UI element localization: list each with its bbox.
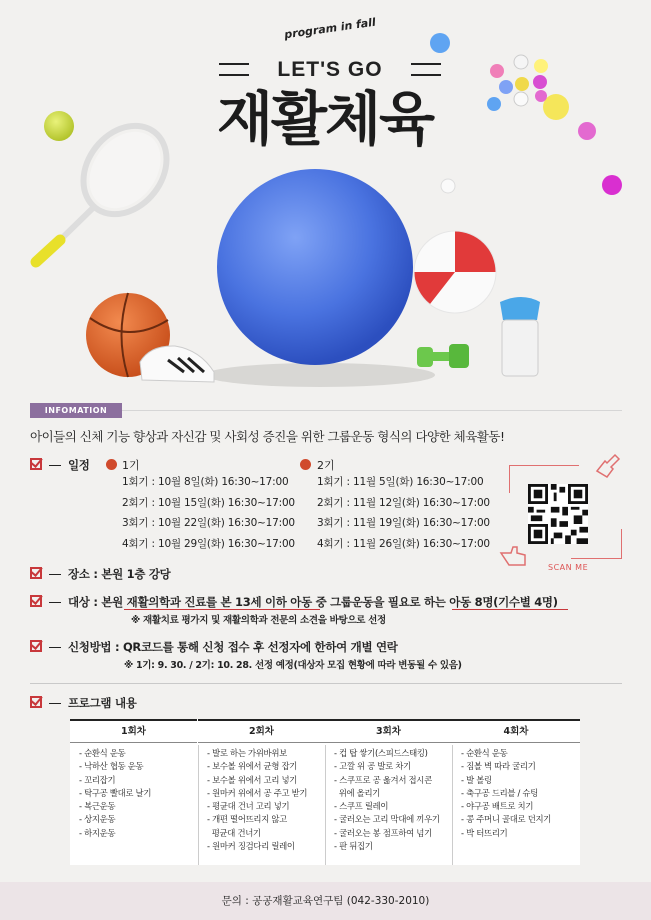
dash-icon: [49, 574, 61, 575]
column-body: [325, 743, 452, 853]
contact-footer: 문의 : 공공재활교육연구팀 (042-330-2010): [0, 882, 651, 920]
program-item: - 보수볼 위에서 균형 잡기: [207, 761, 298, 772]
target-note: ※ 재활치료 평가지 및 재활의학과 전문의 소견을 바탕으로 선정: [131, 615, 386, 626]
session-item: 1회기 : 10월 8일(화) 16:30~17:00: [122, 476, 289, 488]
program-item: - 낙하산 협동 운동: [79, 761, 144, 772]
program-item: - 평균대 건너 고리 넣기: [207, 801, 290, 812]
session-item: 2회기 : 11월 12일(화) 16:30~17:00: [317, 496, 490, 509]
program-table: [70, 719, 580, 865]
dumbbell: [417, 344, 469, 368]
shaker-bottle: [500, 297, 540, 376]
dash-icon: [49, 465, 61, 466]
session-item: 4회기 : 11월 26일(화) 16:30~17:00: [317, 538, 490, 551]
program-item: - 하지운동: [79, 827, 116, 838]
beach-ball: [414, 231, 496, 313]
floating-ball: [578, 122, 596, 140]
check-icon: [30, 567, 42, 579]
program-item: - 컵 탑 쌓기(스피드스태킹): [334, 748, 428, 758]
page-title: 재활체육: [216, 85, 434, 153]
program-item: 위에 올리기: [334, 787, 381, 798]
ball-icon: [106, 459, 117, 470]
qr-area[interactable]: [509, 459, 622, 572]
program-item: - 원마커 징검다리 릴레이: [207, 841, 295, 852]
program-item: - 원마커 위에서 공 주고 받기: [207, 787, 308, 798]
program-item: - 순환식 운동: [79, 748, 126, 758]
column-body: [70, 743, 197, 840]
column-header: 1회차: [70, 719, 197, 743]
divider: [30, 683, 622, 684]
column-body: [198, 743, 325, 853]
scan-me-caption: SCAN ME: [548, 563, 589, 572]
molecule-cluster: [487, 55, 569, 120]
sports-illustration: [0, 0, 651, 395]
gym-ball: [217, 169, 413, 365]
program-column: [325, 719, 452, 865]
program-item: - 스쿠프 릴레이: [334, 801, 389, 812]
sneaker: [140, 346, 214, 382]
program-item: - 축구공 드리블 / 슈팅: [461, 787, 539, 798]
program-item: - 순환식 운동: [461, 748, 508, 758]
intro-text: 아이들의 신체 기능 향상과 자신감 및 사회성 증진을 위한 그룹운동 형식의 다양한 체육활동!: [30, 429, 505, 444]
floating-ball: [430, 33, 450, 53]
pointing-hand-icon: [593, 453, 621, 483]
floating-ball: [441, 179, 455, 193]
check-icon: [30, 458, 42, 470]
program-item: - 야구공 배트로 치기: [461, 801, 534, 812]
check-icon: [30, 595, 42, 607]
apply-note: ※ 1기: 9. 30. / 2기: 10. 28. 선정 예정(대상자 모집 현황에 따라 변동될 수 있음): [124, 660, 462, 671]
program-item: - 스쿠프로 공 옮겨서 접시콘: [334, 774, 432, 785]
program-label: 프로그램 내용: [68, 696, 137, 710]
session-item: 4회기 : 10월 29일(화) 16:30~17:00: [122, 538, 295, 551]
program-item: - 판 뒤집기: [334, 841, 373, 852]
floating-ball: [602, 175, 622, 195]
tagline: program in fall: [283, 15, 377, 42]
frame-line: [621, 529, 622, 559]
column-header: 2회차: [198, 719, 325, 743]
pointing-hand-icon: [499, 541, 529, 569]
period2-title: 2기: [317, 459, 335, 472]
program-column: [198, 719, 325, 865]
divider: [122, 410, 622, 411]
session-item: 3회기 : 11월 19일(화) 16:30~17:00: [317, 517, 490, 530]
program-item: - 굴러오는 봉 점프하여 넘기: [334, 827, 432, 838]
dash-icon: [49, 602, 61, 603]
session-item: 2회기 : 10월 15일(화) 16:30~17:00: [122, 496, 295, 509]
program-item: - 박 터뜨리기: [461, 827, 508, 838]
program-item: - 고깔 위 공 발로 차기: [334, 761, 411, 772]
program-item: - 굴러오는 고리 막대에 끼우기: [334, 814, 440, 825]
program-column: [452, 719, 580, 865]
period1-title: 1기: [122, 459, 140, 472]
info-tag: INFOMATION: [30, 403, 122, 418]
column-header: 3회차: [325, 719, 452, 743]
program-item: - 발로 하는 가위바위보: [207, 748, 287, 758]
program-item: - 발 볼링: [461, 774, 492, 785]
program-item: - 보수볼 위에서 고리 넣기: [207, 774, 298, 785]
qr-code[interactable]: [528, 484, 588, 544]
highlight-underline: [452, 609, 568, 610]
period2-sessions: [317, 472, 490, 555]
check-icon: [30, 696, 42, 708]
column-header: 4회차: [452, 719, 580, 743]
ball-icon: [300, 459, 311, 470]
program-item: 평균대 건너기: [207, 827, 261, 838]
period1-sessions: [122, 472, 295, 555]
frame-line: [571, 558, 622, 559]
schedule-label: 일정: [68, 458, 90, 472]
program-column: [70, 719, 197, 865]
apply-text: 신청방법 : QR코드를 통해 신청 접수 후 선정자에 한하여 개별 연락: [68, 640, 398, 654]
program-item: - 탁구공 빨대로 날기: [79, 787, 152, 798]
program-item: - 복근운동: [79, 801, 116, 812]
program-item: - 콩 주머니 골대로 던지기: [461, 814, 552, 825]
check-icon: [30, 640, 42, 652]
lets-go-heading: LET'S GO: [277, 58, 383, 81]
frame-line: [509, 465, 510, 493]
target-text: 대상 : 본원 재활의학과 진료를 본 13세 이하 아동 중 그룹운동을 필요로 하는 아동 8명(기수별 4명): [68, 595, 558, 609]
program-item: - 개편 떨어뜨리지 않고: [207, 814, 287, 825]
column-body: [452, 743, 580, 840]
program-item: - 짐볼 벽 따라 굴리기: [461, 761, 536, 772]
dash-icon: [49, 703, 61, 704]
frame-line: [509, 465, 579, 466]
program-item: - 꼬리잡기: [79, 774, 116, 785]
tennis-ball: [44, 111, 74, 141]
session-item: 3회기 : 10월 22일(화) 16:30~17:00: [122, 517, 295, 530]
highlight-underline: [124, 609, 320, 610]
session-item: 1회기 : 11월 5일(화) 16:30~17:00: [317, 476, 484, 488]
dash-icon: [49, 647, 61, 648]
location-text: 장소 : 본원 1층 강당: [68, 567, 171, 581]
program-item: - 상지운동: [79, 814, 116, 825]
